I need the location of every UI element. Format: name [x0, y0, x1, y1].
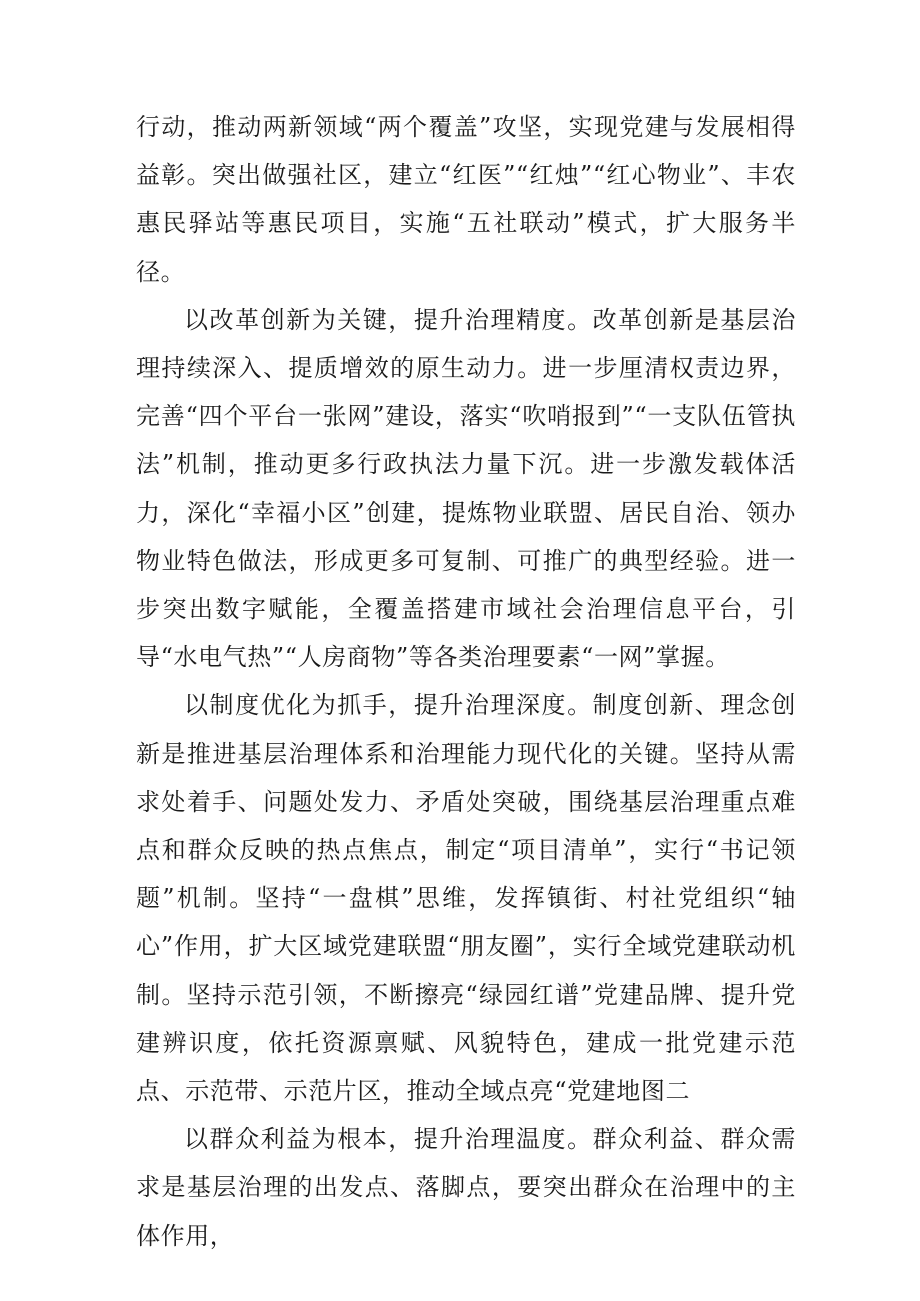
paragraph-public-interest: 以群众利益为根本，提升治理温度。群众利益、群众需求是基层治理的出发点、落脚点，要突出群众在治理中的主体作用，: [136, 1125, 796, 1250]
body-text: [136, 103, 796, 1260]
paragraph-reform-innovation: 以改革创新为关键，提升治理精度。改革创新是基层治理持续深入、提质增效的原生动力。进一步厘清权责边界，完善“四个平台一张网”建设，落实“吹哨报到”“一支队伍管执法”机制，推动更多行政执法力量下沉。进一步激发载体活力，深化“幸福小区”创建，提炼物业联盟、居民自治、领办物业特色做法，形成更多可复制、可推广的典型经验。进一步突出数字赋能，全覆盖搭建市域社会治理信息平台，引导“水电气热”“人房商物”等各类治理要素“一网”掌握。: [136, 305, 796, 672]
paragraph-institutional-optimization: 以制度优化为抓手，提升治理深度。制度创新、理念创新是推进基层治理体系和治理能力现代化的关键。坚持从需求处着手、问题处发力、矛盾处突破，围绕基层治理重点难点和群众反映的热点焦点，制定“项目清单”，实行“书记领题”机制。坚持“一盘棋”思维，发挥镇街、村社党组织“轴心”作用，扩大区域党建联盟“朋友圈”，实行全域党建联动机制。坚持示范引领，不断擦亮“绿园红谱”党建品牌、提升党建辨识度，依托资源禀赋、风貌特色，建成一批党建示范点、示范带、示范片区，推动全域点亮“党建地图二: [136, 691, 796, 1106]
paragraph-continuation: 行动，推动两新领域“两个覆盖”攻坚，实现党建与发展相得益彰。突出做强社区，建立“红医”“红烛”“红心物业”、丰农惠民驿站等惠民项目，实施“五社联动”模式，扩大服务半径。: [136, 113, 796, 286]
